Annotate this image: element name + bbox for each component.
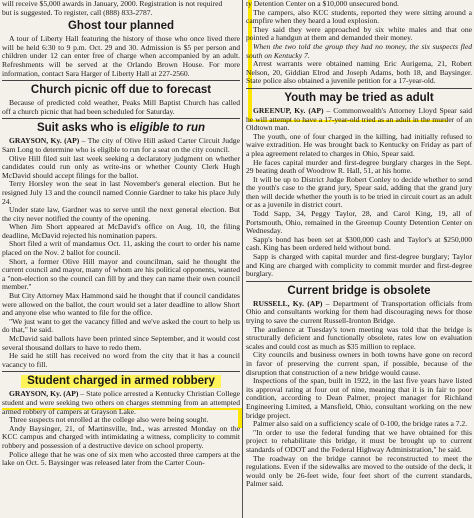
- suit-headline: Suit asks who is eligible to run: [36, 122, 206, 135]
- continued-paragraph: ty Detention Center on a $10,000 unsecured bond.: [246, 0, 399, 8]
- award-text-line: but is suggested. To register, call (888) 833-2787.: [2, 7, 153, 17]
- section-divider: [246, 88, 472, 89]
- continued-paragraph: They said they were approached by six white males and that one pointed a handgun at them and demanded their money.: [246, 24, 472, 43]
- suit-paragraph: He said he still has received no word from the city that it has a council vacancy to fill.: [2, 351, 240, 369]
- youth-paragraph: GREENUP, Ky. (AP) – Commonwealth's Attorney Lloyd Spear said he will attempt to have a 17-year-old tried as an adult in the murder of an Oldtown man.: [246, 105, 472, 133]
- picnic-body: Because of predicted cold weather, Peaks Mill Baptist Church has called off a church picnic that had been scheduled for Saturday.: [2, 98, 240, 116]
- youth-paragraph: He faces capital murder and first-degree burglary charges in the Sept. 29 beating death of Woodrow R. Hall, 51, at his home.: [246, 157, 472, 176]
- bridge-paragraph: Palmer also said on a sufficiency scale of 0-100, the bridge rates a 7.2.: [253, 419, 468, 429]
- suit-paragraph: "We just want to get the vacancy filled and we've asked the court to help us do that," he said.: [2, 316, 240, 335]
- bridge-paragraph: RUSSELL, Ky. (AP) – Department of Transportation officials from Ohio and consultants working for them had discouraging news for those trying to save the current Russell-Ironton Bridge.: [246, 298, 472, 325]
- bridge-paragraph: Inspections of the span, built in 1922, in the last five years have listed its approval rating at four out of nine, meaning that it is in fair to poor condition, according to Dean Palmer, project manager for Richland Engineering Limited, a Mansfield, Ohio, consultant working on the new bridge project.: [246, 376, 472, 420]
- youth-paragraph: The youth, one of four charged in the killing, had initially refused to waive extradition. He was brought back to Kentucky on Friday as part of a plea agreement related to charges in Ohio, Spear said.: [246, 131, 472, 158]
- bridge-paragraph: The audience at Tuesday's town meeting was told that the bridge is structurally deficient and functionally obsolete, rates low on evaluation scales and could cost as much as $35 million to replace.: [246, 324, 472, 351]
- youth-headline: Youth may be tried as adult: [284, 91, 434, 104]
- award-text-line: will receive $5,000 awards in January, 2000. Registration is not required: [2, 0, 223, 8]
- section-divider: [2, 371, 240, 372]
- bridge-paragraph: The roadway on the bridge cannot be reconstructed to meet the regulations. Even if the sidewalks are moved to the outside of the deck, it would only be 26-feet wide, four feet short of the current standards, Palmer said.: [246, 453, 472, 489]
- student-headline: Student charged in armed robbery: [2, 375, 240, 388]
- youth-paragraph: It will be up to District Judge Robert Conley to decide whether to send the youth's case to the grand jury, Spear said, adding that the grand jury then will decide whether the youth is to be tried in circuit court as an adult or as a juvenile in district court.: [246, 174, 472, 210]
- suit-paragraph: GRAYSON, Ky. (AP) – The city of Olive Hill asked Carter Circuit Judge Sam Long to determine who is eligible to run for a seat on the city council.: [2, 136, 240, 154]
- suit-paragraph: Terry Horsley won the seat in last November's general election. But he resigned July 13 and the council named Connie Gardner to take his place July 24.: [2, 179, 240, 206]
- youth-paragraph: Todd Sapp, 34, Peggy Taylor, 28, and Carol King, 19, all of Portsmouth, Ohio, remained in the Greenup County Detention Center on Wednesday.: [246, 209, 472, 236]
- bridge-headline: Current bridge is obsolete: [287, 284, 431, 297]
- suit-paragraph: Short filed a writ of mandamus Oct. 11, asking the court to order his name placed on the Nov. 2 ballot for council.: [2, 239, 240, 258]
- right-column: [246, 0, 472, 518]
- suit-paragraph: But City Attorney Max Hammond said he thought that if council candidates were allowed on the ballot, the court would set a later deadline to allow Short and anyone else who wanted to file for the office.: [2, 291, 240, 318]
- suit-paragraph: Under state law, Gardner was to serve until the next general election. But the city never notified the county of the opening.: [2, 205, 240, 223]
- student-paragraph: Three suspects not enrolled at the college also were being sought.: [9, 415, 209, 425]
- left-column: [2, 0, 240, 518]
- ghost-tour-body: A tour of Liberty Hall featuring the history of those who once lived there will be held 6:30 to 9 p.m. Oct. 29 and 30. Admission is $5 per person and children under 12 can enter free of charge when accompanied by an adult. Refreshments will be served at the Orlando Brown House. For more information, contact Sara Harger of Liberty Hall at 227-2560.: [2, 34, 240, 78]
- bridge-paragraph: City councils and business owners in both towns have gone on record in favor of preserving the current span, if possible, because of the disruption that construction of a new bridge would cause.: [246, 350, 472, 377]
- section-divider: [2, 80, 240, 81]
- suit-paragraph: Short, a former Olive Hill mayor and councilman, said he thought the current council and mayor, many of whom are his political opponents, wanted a "non-election so the council can fill by and they can name their own council member.": [2, 256, 240, 292]
- section-divider: [2, 118, 240, 119]
- suit-paragraph: Olive Hill filed suit last week seeking a declaratory judgment on whether candidates could run only as write-ins or whether County Clerk Hugh McDavid should accept filings for the ballot.: [2, 153, 240, 180]
- suit-paragraph: McDavid said ballots have been printed since September, and it would cost several thousand dollars to have to redo them.: [2, 334, 240, 352]
- picnic-headline: Church picnic off due to forecast: [30, 84, 212, 97]
- continued-paragraph: The campers, also KCC students, reported they were sitting around a campfire when they heard a loud explosion.: [246, 7, 472, 26]
- student-paragraph: GRAYSON, Ky. (AP) – State police arrested a Kentucky Christian College student and were seeking two others on charges stemming from an attempted armed robbery of campers at Grayson Lake.: [2, 389, 240, 416]
- student-paragraph: Andy Baysinger, 21, of Martinsville, Ind., was arrested Monday on the KCC campus and charged with intimidating a witness, complicity to commit robbery and possession of a destructive device on school property.: [2, 423, 240, 450]
- youth-paragraph: Sapp's bond has been set at $300,000 cash and Taylor's at $250,000 cash. King has been ordered held without bond.: [246, 234, 472, 253]
- continued-paragraph: Arrest warrants were obtained naming Eric Aurigema, 21, Robert Nelson, 20, Giddian Elrod and Joseph Adams, both 18, and Baysinger. State police also obtained a juvenile petition for a 17-year-old.: [246, 59, 472, 86]
- youth-paragraph: Sapp is charged with capital murder and first-degree burglary; Taylor and King are charged with complicity to commit murder and first-degree burglary.: [246, 252, 472, 279]
- column-divider: [242, 0, 243, 518]
- suit-paragraph: When Jim Short appeared at McDavid's office on Aug. 10, the filing deadline, McDavid rejected his nomination papers.: [2, 222, 240, 240]
- continued-paragraph: When the two told the group they had no money, the six suspects fled south on Kentucky 7.: [246, 41, 472, 60]
- section-divider: [246, 281, 472, 282]
- ghost-tour-headline: Ghost tour planned: [67, 20, 175, 33]
- student-paragraph: Police allege that he was one of six men who accosted three campers at the lake on Oct. 5. Baysinger was released later from the Carter Coun-: [2, 449, 240, 468]
- bridge-paragraph: "In order to use the federal funding that we have obtained for this project to rehabilitate this bridge, it must be brought up to current standards of ODOT and the Federal Highway Administration," he said.: [246, 427, 472, 454]
